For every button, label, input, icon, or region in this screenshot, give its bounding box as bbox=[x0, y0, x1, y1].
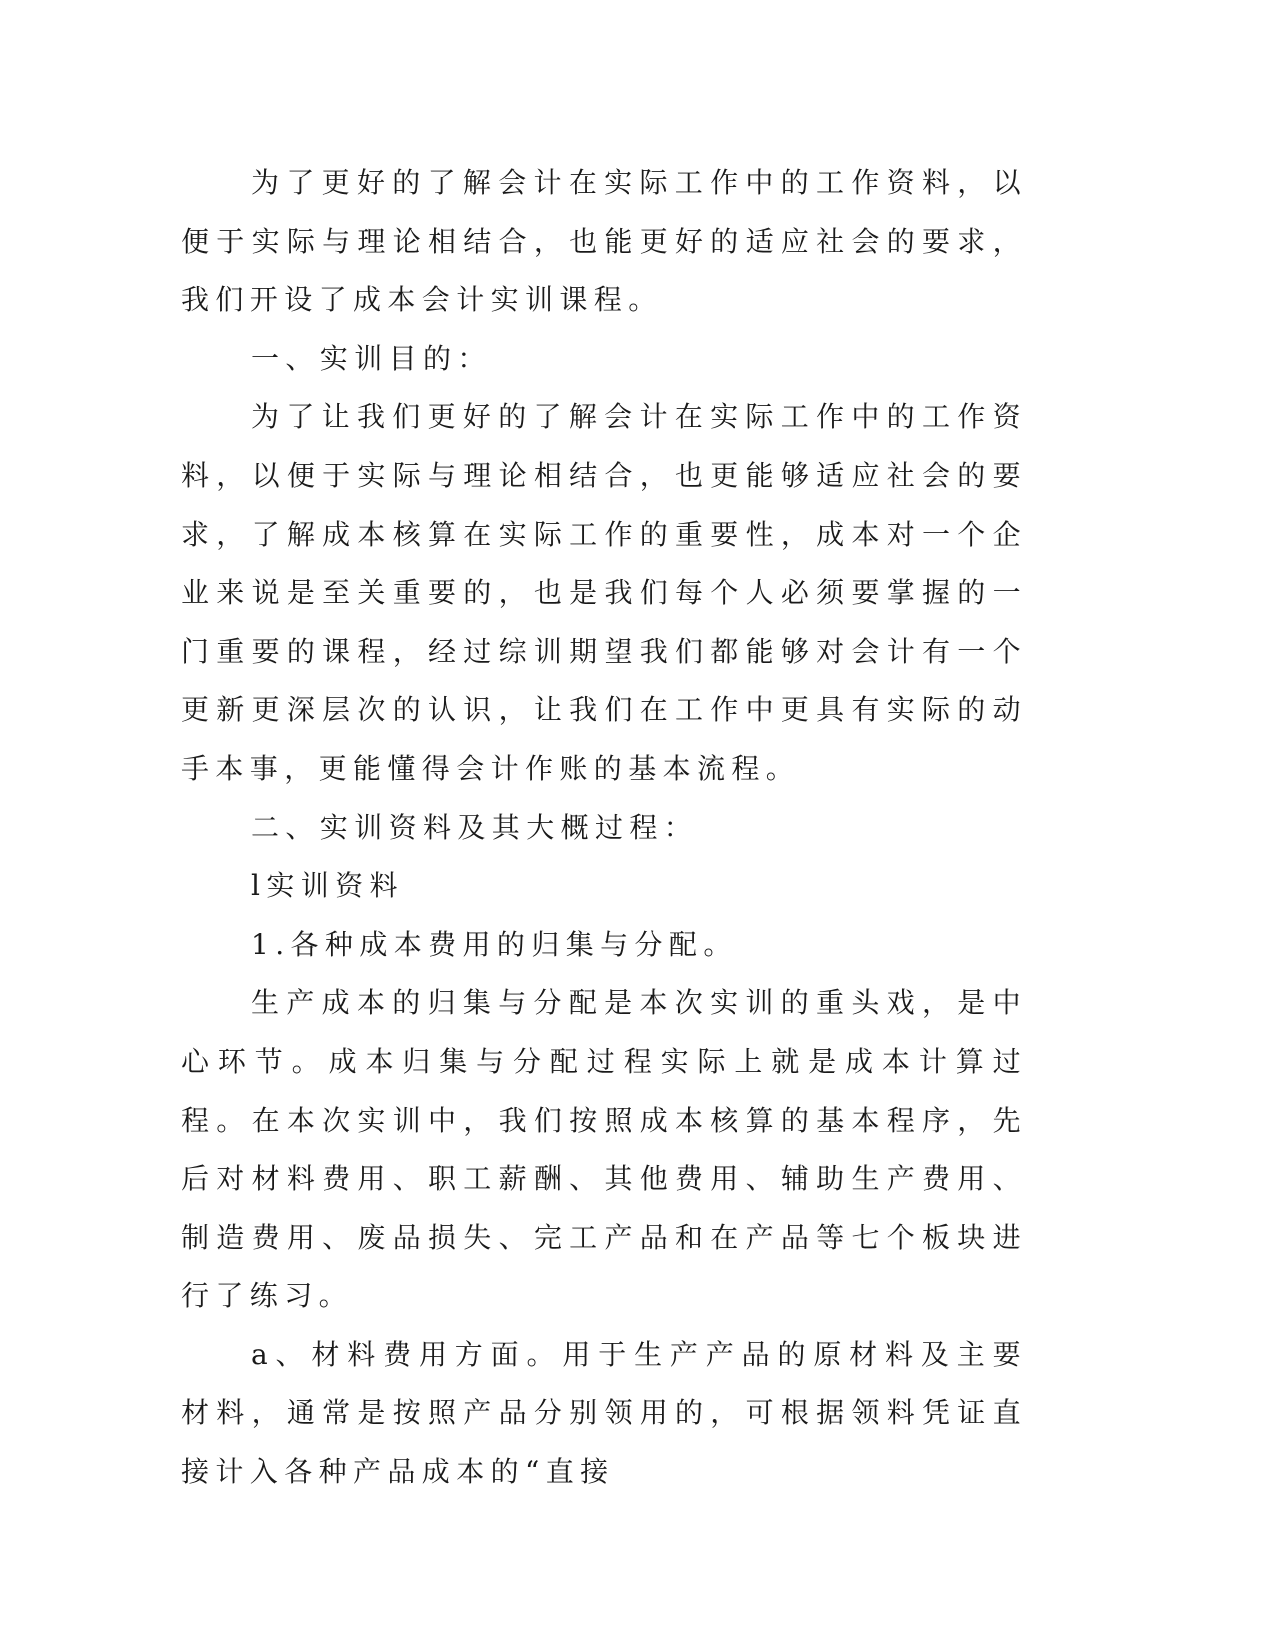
subheading-training-materials: l实训资料 bbox=[251, 869, 404, 903]
section-heading-purpose: 一、实训目的： bbox=[251, 341, 492, 375]
subheading-cost-allocation: 1.各种成本费用的归集与分配。 bbox=[251, 927, 738, 961]
section-heading-materials-process: 二、实训资料及其大概过程： bbox=[251, 810, 699, 844]
material-cost-paragraph: a、材料费用方面。用于生产产品的原材料及主要材料，通常是按照产品分别领用的，可根据领料凭证直接计入各种产品成本的“直接 bbox=[181, 1337, 1027, 1489]
purpose-paragraph: 为了让我们更好的了解会计在实际工作中的工作资料，以便于实际与理论相结合，也更能够适应社会的要求，了解成本核算在实际工作的重要性，成本对一个企业来说是至关重要的，也是我们每个人必须要掌握的一门重要的课程，经过综训期望我们都能够对会计有一个更新更深层次的认识，让我们在工作中更具有实际的动手本事，更能懂得会计作账的基本流程。 bbox=[181, 400, 1027, 785]
intro-paragraph: 为了更好的了解会计在实际工作中的工作资料，以便于实际与理论相结合，也能更好的适应社会的要求，我们开设了成本会计实训课程。 bbox=[181, 166, 1027, 317]
cost-allocation-paragraph: 生产成本的归集与分配是本次实训的重头戏，是中心环节。成本归集与分配过程实际上就是成本计算过程。在本次实训中，我们按照成本核算的基本程序，先后对材料费用、职工薪酬、其他费用、辅助生产费用、制造费用、废品损失、完工产品和在产品等七个板块进行了练习。 bbox=[181, 986, 1027, 1313]
document-page bbox=[181, 154, 1027, 1502]
